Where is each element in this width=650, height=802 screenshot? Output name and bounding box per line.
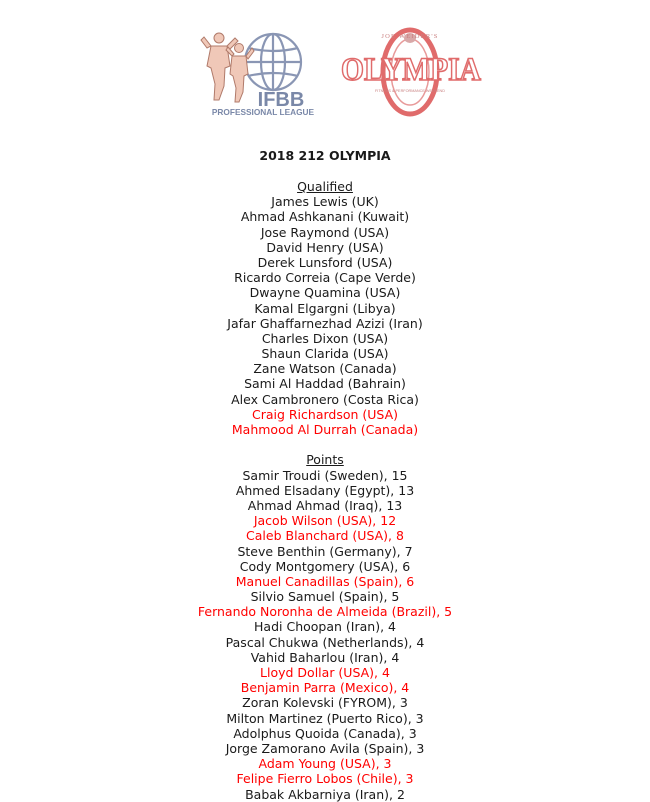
- olympia-subtitle: FITNESS & PERFORMANCE WEEKEND: [375, 88, 446, 93]
- points-section: [0, 452, 650, 801]
- ifbb-logo-subtitle: PROFESSIONAL LEAGUE: [211, 107, 315, 116]
- list-item: Cody Montgomery (USA), 6: [239, 558, 411, 574]
- list-item: Manuel Canadillas (Spain), 6: [235, 573, 415, 589]
- list-item: Samir Troudi (Sweden), 15: [242, 467, 408, 483]
- ifbb-logo: [197, 26, 327, 116]
- list-item: Craig Richardson (USA): [251, 406, 399, 422]
- list-item: Kamal Elgargni (Libya): [254, 300, 396, 316]
- header-logos: [0, 22, 650, 122]
- section-spacer: [0, 437, 650, 452]
- olympia-top-text: JOE WEIDER'S: [381, 33, 439, 40]
- list-item: Fernando Noronha de Almeida (Brazil), 5: [197, 604, 453, 620]
- list-item: Vahid Baharlou (Iran), 4: [250, 649, 400, 665]
- points-list: [0, 468, 650, 802]
- list-item: Jose Raymond (USA): [260, 224, 390, 240]
- list-item: Hadi Choopan (Iran), 4: [254, 619, 396, 635]
- ifbb-logo-title: IFBB: [257, 89, 305, 111]
- document-body: [0, 148, 650, 802]
- athlete-figures-icon: [201, 33, 254, 102]
- list-item: James Lewis (UK): [271, 194, 379, 210]
- title-spacer: [0, 163, 650, 179]
- list-item: Ricardo Correia (Cape Verde): [234, 270, 416, 286]
- list-item: Mahmood Al Durrah (Canada): [231, 422, 419, 437]
- list-item: David Henry (USA): [266, 239, 384, 255]
- qualified-heading: Qualified: [297, 179, 353, 194]
- list-item: Lloyd Dollar (USA), 4: [260, 665, 390, 680]
- list-item: Ahmad Ahmad (Iraq), 13: [247, 497, 403, 513]
- list-item: Jacob Wilson (USA), 12: [253, 513, 397, 529]
- list-item: Milton Martinez (Puerto Rico), 3: [226, 710, 424, 726]
- list-item: Adolphus Quoida (Canada), 3: [233, 725, 417, 741]
- list-item: Derek Lunsford (USA): [257, 254, 393, 270]
- olympia-wordmark: OLYMPIA: [341, 52, 482, 88]
- list-item: Zane Watson (Canada): [253, 361, 397, 377]
- globe-icon: [245, 34, 301, 90]
- list-item: Alex Cambronero (Costa Rica): [231, 391, 419, 407]
- list-item: Ahmed Elsadany (Egypt), 13: [235, 482, 415, 498]
- list-item: Steve Benthin (Germany), 7: [237, 543, 413, 559]
- list-item: Adam Young (USA), 3: [258, 756, 392, 772]
- list-item: Ahmad Ashkanani (Kuwait): [240, 209, 410, 225]
- list-item: Benjamin Parra (Mexico), 4: [240, 680, 410, 696]
- list-item: Caleb Blanchard (USA), 8: [246, 528, 404, 544]
- page-title: 2018 212 OLYMPIA: [259, 148, 391, 163]
- list-item: Pascal Chukwa (Netherlands), 4: [225, 634, 425, 650]
- list-item: Felipe Fierro Lobos (Chile), 3: [236, 771, 414, 787]
- list-item: Silvio Samuel (Spain), 5: [250, 589, 400, 605]
- qualified-list: [0, 194, 650, 437]
- olympia-logo: [336, 26, 486, 118]
- qualified-section: [0, 179, 650, 437]
- list-item: Zoran Kolevski (FYROM), 3: [242, 695, 408, 711]
- list-item: Sami Al Haddad (Bahrain): [244, 376, 406, 392]
- list-item: Shaun Clarida (USA): [261, 346, 389, 362]
- list-item: Dwayne Quamina (USA): [249, 285, 401, 301]
- list-item: Charles Dixon (USA): [261, 330, 389, 346]
- points-heading: Points: [306, 452, 344, 468]
- list-item: Babak Akbarniya (Iran), 2: [245, 786, 405, 802]
- list-item: Jafar Ghaffarnezhad Azizi (Iran): [227, 315, 423, 331]
- list-item: Jorge Zamorano Avila (Spain), 3: [225, 740, 425, 756]
